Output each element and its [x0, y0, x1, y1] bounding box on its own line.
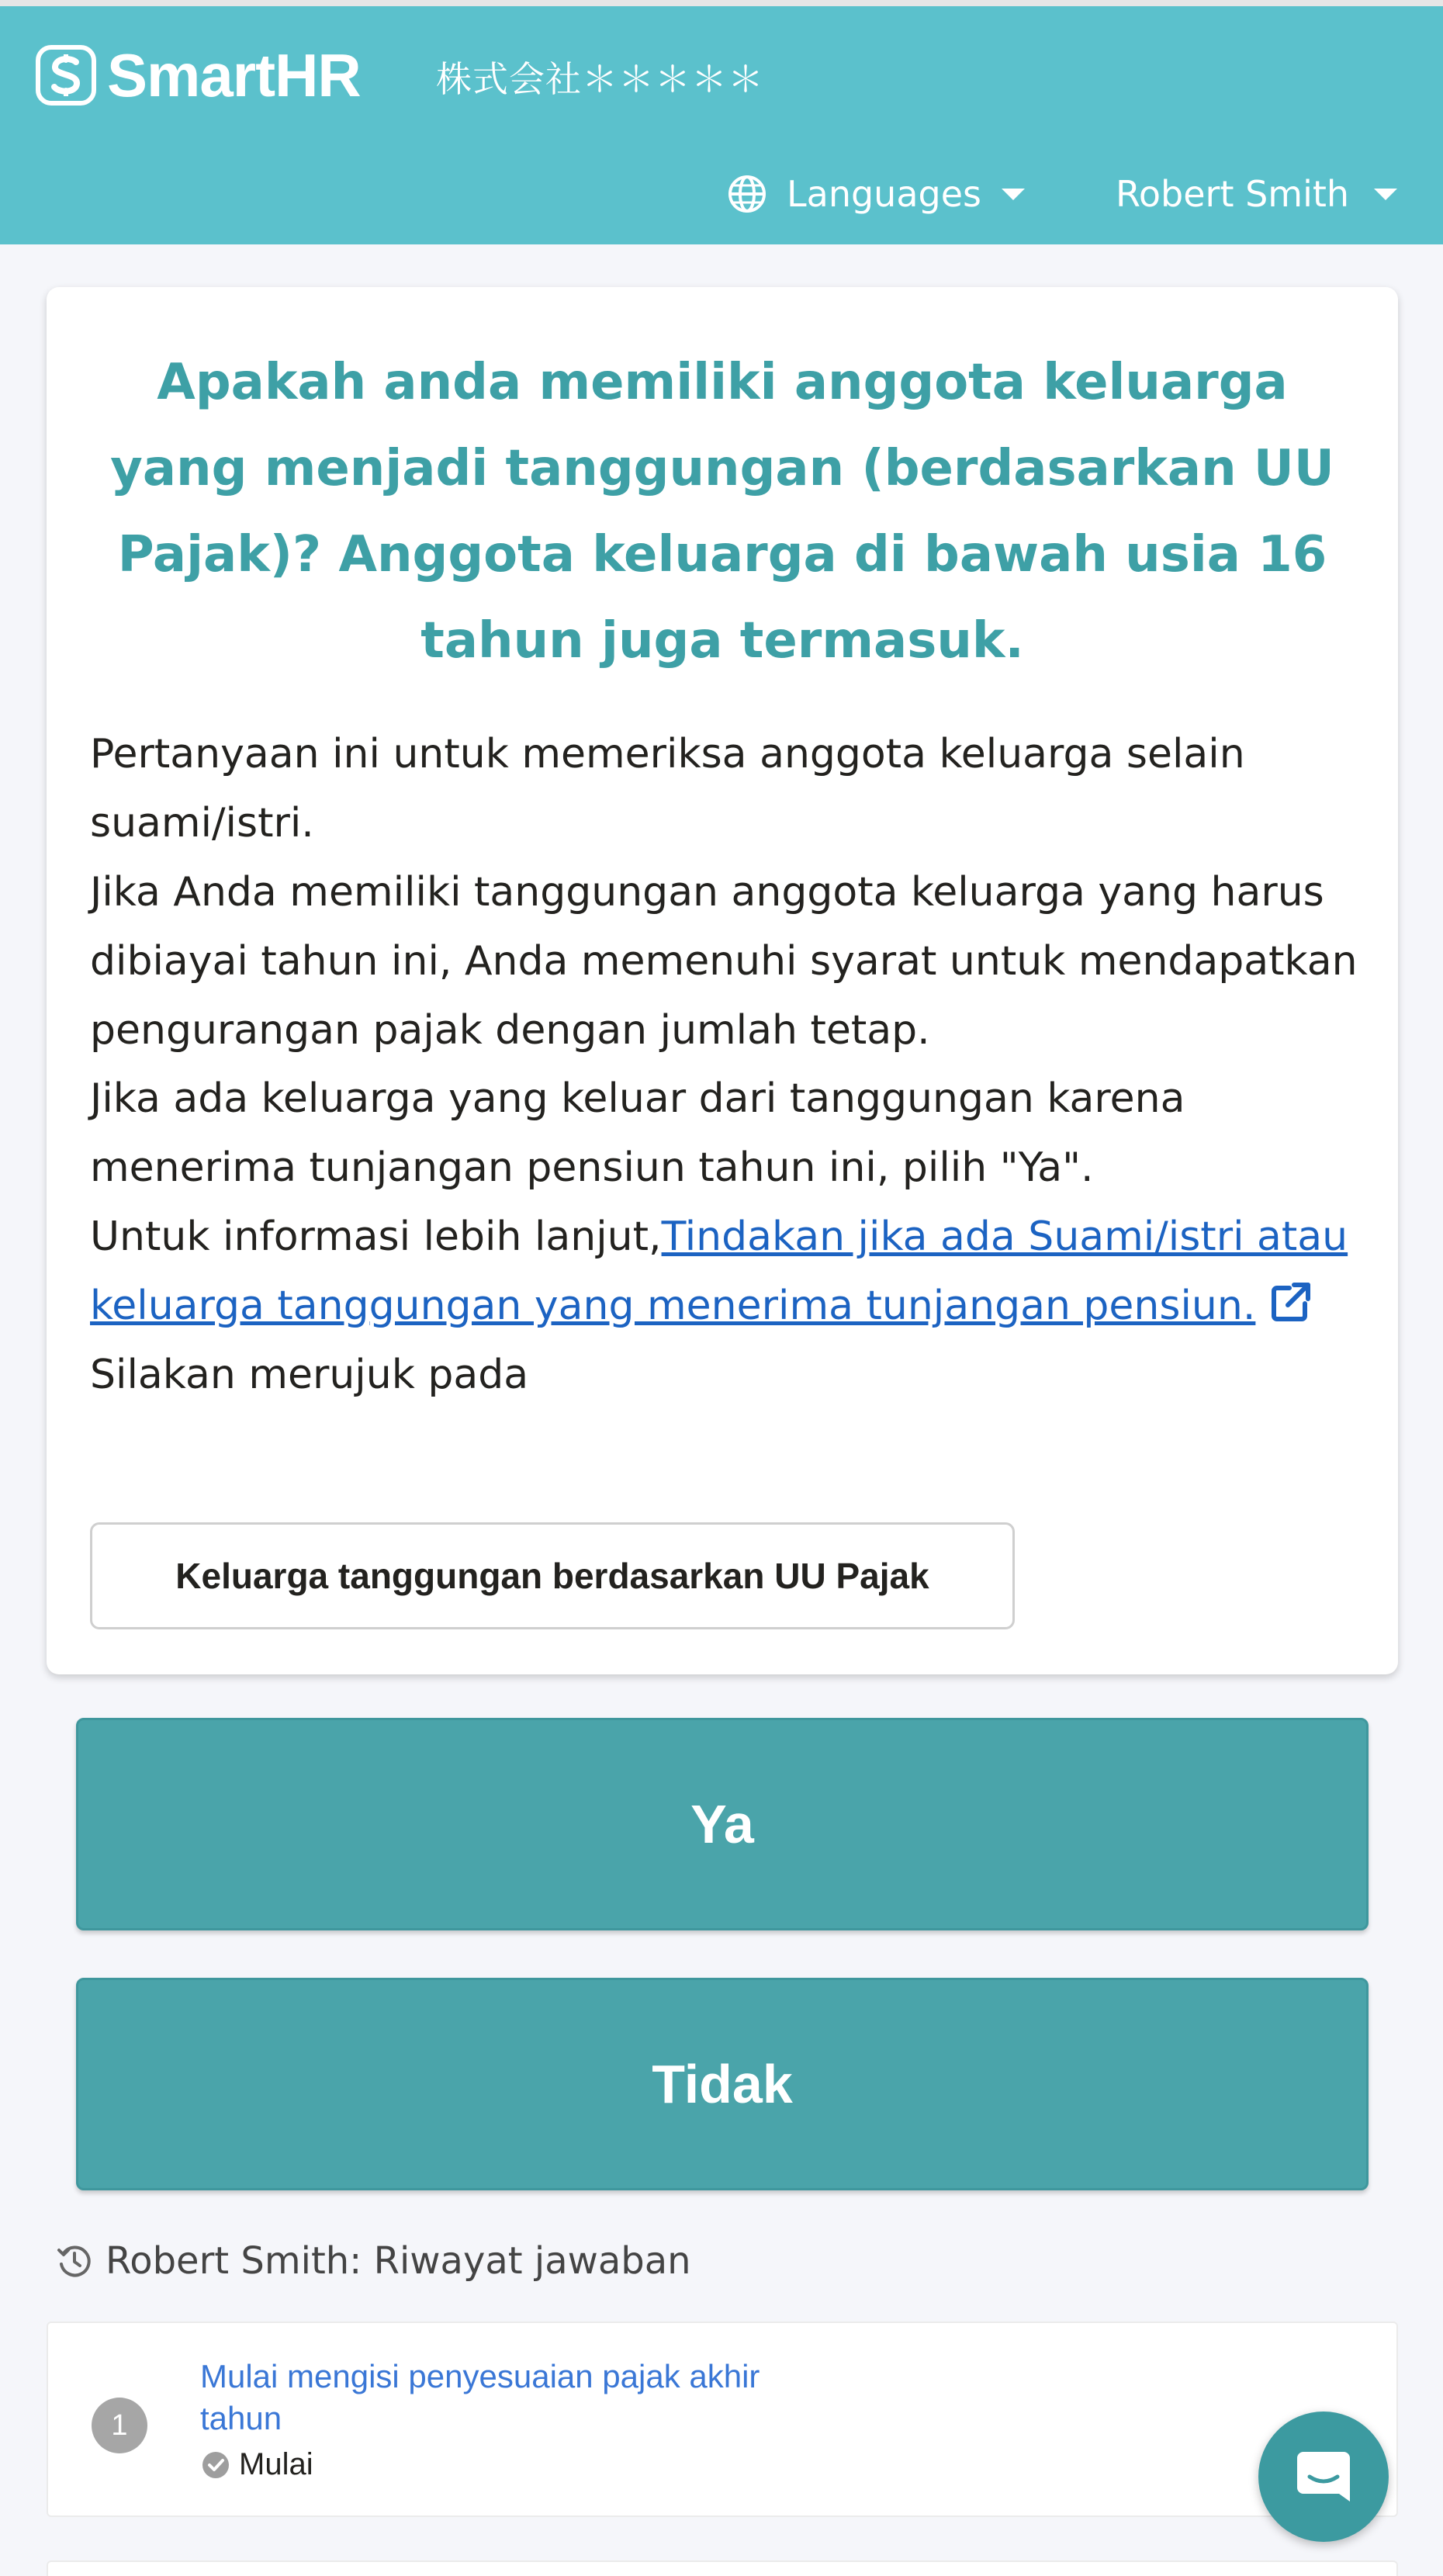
caret-down-icon [1374, 189, 1397, 200]
step-status-label: Mulai [239, 2447, 313, 2481]
description-line: Jika ada keluarga yang keluar dari tanggungan karena menerima tunjangan pensiun tahun ini, pilih "Ya". [90, 1075, 1185, 1191]
dependent-info-button[interactable]: Keluarga tanggungan berdasarkan UU Pajak [90, 1522, 1015, 1629]
link-prefix: Untuk informasi lebih lanjut, [90, 1214, 662, 1260]
description-line: Pertanyaan ini untuk memeriksa anggota keluarga selain suami/istri. [90, 731, 1245, 847]
smarthr-logo[interactable] [36, 41, 361, 109]
yes-button[interactable]: Ya [76, 1718, 1369, 1930]
step-status [202, 2447, 313, 2482]
check-circle-icon [202, 2451, 230, 2479]
question-description-2 [90, 1065, 1378, 1410]
company-name: 株式会社＊＊＊＊＊ [436, 58, 764, 100]
caret-down-icon [1002, 189, 1025, 200]
pension-info-link[interactable]: Tindakan jika ada Suami/istri atau keluarga tanggungan yang menerima tunjangan pensiun. [90, 1214, 1348, 1329]
chat-button[interactable] [1258, 2412, 1389, 2542]
description-line [90, 1203, 1378, 1341]
answer-history-title: Robert Smith: Riwayat jawaban [106, 2239, 691, 2283]
languages-label: Languages [787, 173, 981, 215]
question-card [47, 287, 1398, 1674]
question-description-1 [90, 720, 1378, 1065]
app-header [0, 0, 1443, 244]
history-step [47, 2322, 1398, 2517]
external-link-icon[interactable] [1269, 1282, 1311, 1324]
no-button[interactable]: Tidak [76, 1978, 1369, 2190]
history-icon [56, 2242, 93, 2280]
answer-history-heading [56, 2236, 691, 2286]
history-step [47, 2560, 1398, 2576]
description-line: Silakan merujuk pada [90, 1352, 529, 1398]
logo-text: SmartHR [107, 41, 361, 109]
user-name: Robert Smith [1116, 173, 1350, 215]
smarthr-logo-icon [36, 45, 96, 106]
globe-icon [728, 175, 766, 213]
languages-menu[interactable] [728, 171, 1025, 217]
step-link[interactable]: Mulai mengisi penyesuaian pajak akhir tahun [200, 2358, 760, 2436]
user-menu[interactable] [1116, 171, 1397, 217]
description-line: Jika Anda memiliki tanggungan anggota keluarga yang harus dibiayai tahun ini, Anda memenuhi syarat untuk mendapatkan pengurangan pajak dengan jumlah tetap. [90, 869, 1358, 1054]
step-number: 1 [92, 2398, 147, 2453]
question-title: Apakah anda memiliki anggota keluarga yang menjadi tanggungan (berdasarkan UU Pajak)? Anggota keluarga di bawah usia 16 tahun juga termasuk. [110, 354, 1334, 670]
chat-icon [1292, 2446, 1355, 2508]
